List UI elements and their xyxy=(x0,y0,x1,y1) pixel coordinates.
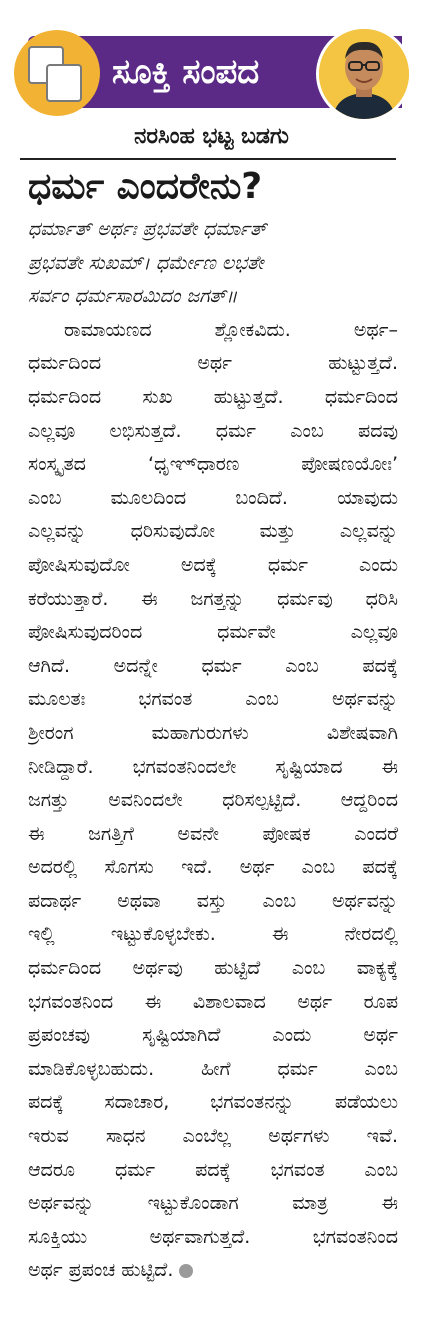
column-logo-icon xyxy=(14,30,100,116)
body-line: ಧರ್ಮದಿಂದ ಅರ್ಥ ಹುಟ್ಟುತ್ತದೆ. xyxy=(28,352,398,375)
body-line: ಜಗತ್ತು ಅವನಿಂದಲೇ ಧರಿಸಲ್ಪಟ್ಟಿದೆ. ಆದ್ದರಿಂದ xyxy=(28,789,398,812)
quote-line: ಸರ್ವಂ ಧರ್ಮಸಾರಮಿದಂ ಜಗತ್॥ xyxy=(28,285,238,308)
body-line: ಶ್ರೀರಂಗ ಮಹಾಗುರುಗಳು ವಿಶೇಷವಾಗಿ xyxy=(28,721,398,744)
quote-line: ಪ್ರಭವತೇ ಸುಖಮ್। ಧರ್ಮೇಣ ಲಭತೇ xyxy=(28,251,264,274)
column-title: ಸೂಕ್ತಿ ಸಂಪದ xyxy=(112,52,260,92)
body-line: ಧರ್ಮದಿಂದ ಅರ್ಥವು ಹುಟ್ಟಿದೆ ಎಂಬ ವಾಕ್ಯಕ್ಕೆ xyxy=(28,957,398,980)
article-body xyxy=(28,213,398,1288)
body-line: ಇಲ್ಲಿ ಇಟ್ಟುಕೊಳ್ಳಬೇಕು. ಈ ನೇರದಲ್ಲಿ xyxy=(28,923,398,946)
author-name: ನರಸಿಂಹ ಭಟ್ಟ ಬಡಗು xyxy=(134,124,289,149)
body-line: ಧರ್ಮದಿಂದ ಸುಖ ಹುಟ್ಟುತ್ತದೆ. ಧರ್ಮದಿಂದ xyxy=(28,385,398,408)
article-headline: ಧರ್ಮ ಎಂದರೇನು? xyxy=(28,166,263,207)
body-line: ಪದಾರ್ಥ ಅಥವಾ ವಸ್ತು ಎಂಬ ಅರ್ಥವನ್ನು xyxy=(28,889,398,912)
end-of-article-icon xyxy=(179,1264,193,1278)
author-portrait-icon xyxy=(319,29,409,119)
body-line: ಪ್ರಪಂಚವು ಸೃಷ್ಟಿಯಾಗಿದೆ ಎಂದು ಅರ್ಥ xyxy=(28,1024,398,1047)
body-line: ಮಾಡಿಕೊಳ್ಳಬಹುದು. ಹೀಗೆ ಧರ್ಮ ಎಂಬ xyxy=(28,1057,398,1080)
body-line: ಈ ಜಗತ್ತಿಗೆ ಅವನೇ ಪೋಷಕ ಎಂದರೆ xyxy=(28,822,398,845)
body-line: ಎಂಬ ಮೂಲದಿಂದ ಬಂದಿದೆ. ಯಾವುದು xyxy=(28,486,398,509)
body-line: ರಾಮಾಯಣದ ಶ್ಲೋಕವಿದು. ಅರ್ಥ– xyxy=(64,318,398,341)
body-line: ನೀಡಿದ್ದಾರೆ. ಭಗವಂತನಿಂದಲೇ ಸೃಷ್ಟಿಯಾದ ಈ xyxy=(28,755,398,778)
body-line: ಭಗವಂತನಿಂದ ಈ ವಿಶಾಲವಾದ ಅರ್ಥ ರೂಪ xyxy=(28,990,398,1013)
body-line: ಸಂಸ್ಕೃತದ ‘ಧೃಞ್‌ಧಾರಣ ಪೋಷಣಯೋಃ’ xyxy=(28,453,398,476)
author-avatar xyxy=(316,26,412,122)
body-line: ಎಲ್ಲವೂ ಲಭಿಸುತ್ತದೆ. ಧರ್ಮ ಎಂಬ ಪದವು xyxy=(28,419,398,442)
body-line: ಅರ್ಥವನ್ನು ಇಟ್ಟುಕೊಂಡಾಗ ಮಾತ್ರ ಈ xyxy=(28,1192,398,1215)
logo-square-front xyxy=(46,64,82,102)
quote-line: ಧರ್ಮಾತ್ ಅರ್ಥಃ ಪ್ರಭವತೇ ಧರ್ಮಾತ್ xyxy=(28,218,267,240)
body-line: ಪೋಷಿಸುವುದೋ ಅದಕ್ಕೆ ಧರ್ಮ ಎಂದು xyxy=(28,553,398,576)
body-line: ಪದಕ್ಕೆ ಸದಾಚಾರ, ಭಗವಂತನನ್ನು ಪಡೆಯಲು xyxy=(28,1091,398,1114)
body-line: ಅದರಲ್ಲಿ ಸೊಗಸು ಇದೆ. ಅರ್ಥ ಎಂಬ ಪದಕ್ಕೆ xyxy=(28,856,398,879)
body-line: ಪೋಷಿಸುವುದರಿಂದ ಧರ್ಮವೇ ಎಲ್ಲವೂ xyxy=(28,621,398,644)
body-line: ಆಗಿದೆ. ಅದನ್ನೇ ಧರ್ಮ ಎಂಬ ಪದಕ್ಕೆ xyxy=(28,654,398,677)
body-line: ಕರೆಯುತ್ತಾರೆ. ಈ ಜಗತ್ತನ್ನು ಧರ್ಮವು ಧರಿಸಿ xyxy=(28,587,398,610)
body-line: ಎಲ್ಲವನ್ನು ಧರಿಸುವುದೋ ಮತ್ತು ಎಲ್ಲವನ್ನು xyxy=(28,520,398,543)
body-line-last xyxy=(28,1254,398,1288)
body-line: ಮೂಲತಃ ಭಗವಂತ ಎಂಬ ಅರ್ಥವನ್ನು xyxy=(28,688,398,711)
body-line: ಇರುವ ಸಾಧನ ಎಂಬೆಲ್ಲ ಅರ್ಥಗಳು ಇವೆ. xyxy=(28,1125,398,1148)
column-banner xyxy=(14,30,412,118)
body-line: ಆದರೂ ಧರ್ಮ ಪದಕ್ಕೆ ಭಗವಂತ ಎಂಬ xyxy=(28,1158,398,1181)
body-line-text: ಅರ್ಥ ಪ್ರಪಂಚ ಹುಟ್ಟಿದೆ. xyxy=(28,1259,174,1282)
header-divider xyxy=(20,158,396,160)
body-line: ಸೂಕ್ತಿಯು ಅರ್ಥವಾಗುತ್ತದೆ. ಭಗವಂತನಿಂದ xyxy=(28,1225,398,1248)
